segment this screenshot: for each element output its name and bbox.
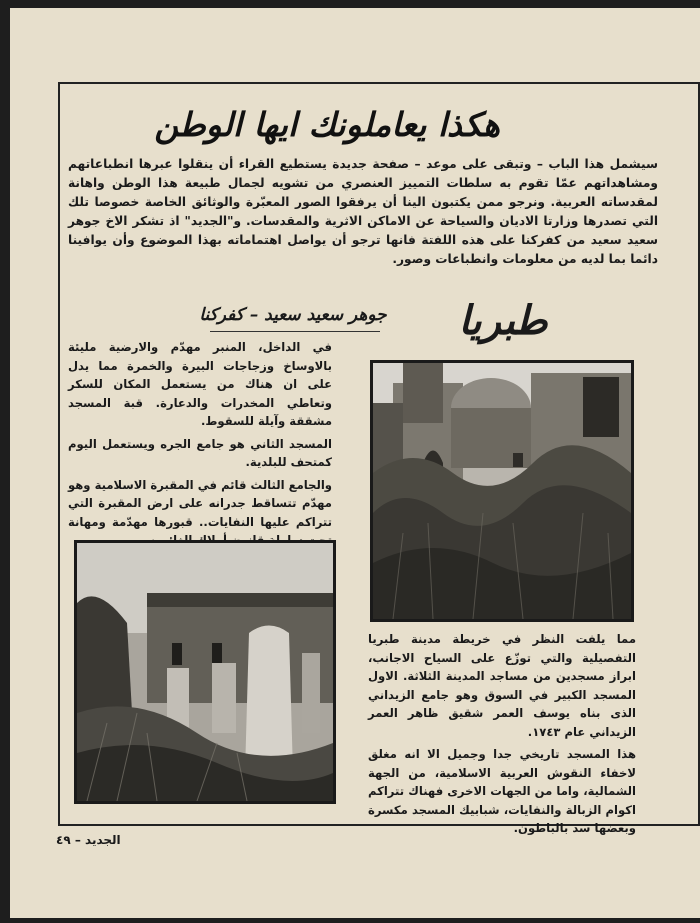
byline-underline bbox=[210, 331, 380, 332]
mosque-photo bbox=[370, 360, 634, 622]
author-byline: جوهر سعيد سعيد – كفركنا bbox=[199, 305, 387, 325]
mosque-photo-image bbox=[373, 363, 631, 619]
cemetery-photo-image bbox=[77, 543, 333, 801]
magazine-page bbox=[10, 8, 700, 918]
left-column bbox=[68, 338, 332, 554]
cemetery-photo bbox=[74, 540, 336, 804]
intro-paragraph: سيشمل هذا الباب – وتبقى على موعد – صفحة جديدة يستطيع القراء أن ينقلوا عبرها انطباعاتهم ومشاهداتهم عمّا تقوم به سلطات التمييز العنصري من تشويه لجمال طبيعة هذا الوطن واهانة لمقدساته العربية. ونرجو ممن يكتبون الينا أن يرفقوا الصور المعبّرة والوثائق الخاصة خصوصا تلك التي تصدرها وزارتا الاديان والسياحة عن الاماكن الاثرية والمقدسات. و"الجديد" اذ تشكر الاخ جوهر سعيد سعيد من كفركنا على هذه اللفتة فانها ترجو أن يواصل اهتماماته بهذا الموضوع وأن يوافينا دائما بما لديه من معلومات وانطباعات وصور. bbox=[68, 157, 658, 266]
left-paragraph: المسجد الثاني هو جامع الجره ويستعمل اليوم كمتحف للبلدية. bbox=[68, 436, 332, 469]
right-column bbox=[368, 630, 636, 842]
right-paragraph: هذا المسجد تاريخي جدا وجميل الا انه مغلق لاخفاء النقوش العربية الاسلامية، من الجهة الشمالية، واما من الجهات الاخرى فهناك تتراكم اكوام الزبالة والنفايات، شبابيك المسجد مكسرة وبعضها سد بالباطون. bbox=[368, 747, 636, 835]
page-footer: الجديد – ٤٩ bbox=[56, 833, 121, 847]
left-paragraph: في الداخل، المنبر مهدّم والارضية مليئة بالاوساخ وزجاجات البيرة والخمرة مما يدل على ان هناك من يستعمل المكان للسكر وتعاطي المخدرات والدعارة. قبة المسجد مشققة وآيلة للسقوط. bbox=[68, 340, 332, 428]
page-title: هكذا يعاملونك ايها الوطن bbox=[154, 105, 500, 144]
left-paragraph: والجامع الثالث قائم في المقبرة الاسلامية وهو مهدّم تتساقط جدرانه على ارض المقبرة التي تتراكم عليها النفايات.. قبورها مهدّمة ومهانة bbox=[68, 477, 332, 529]
section-title: طبريا bbox=[458, 297, 548, 344]
right-paragraph: مما يلفت النظر في خريطة مدينة طبريا التفصيلية والتي توزّع على السياح الاجانب، ابراز مسجدين من مساجد المدينة الثلاثة. الاول المسجد الكبير في السوق وهو جامع الزيداني الذى بناه يوسف العمر شقيق ظاهر العمر الزيداني عام ١٧٤٣. bbox=[368, 632, 636, 739]
